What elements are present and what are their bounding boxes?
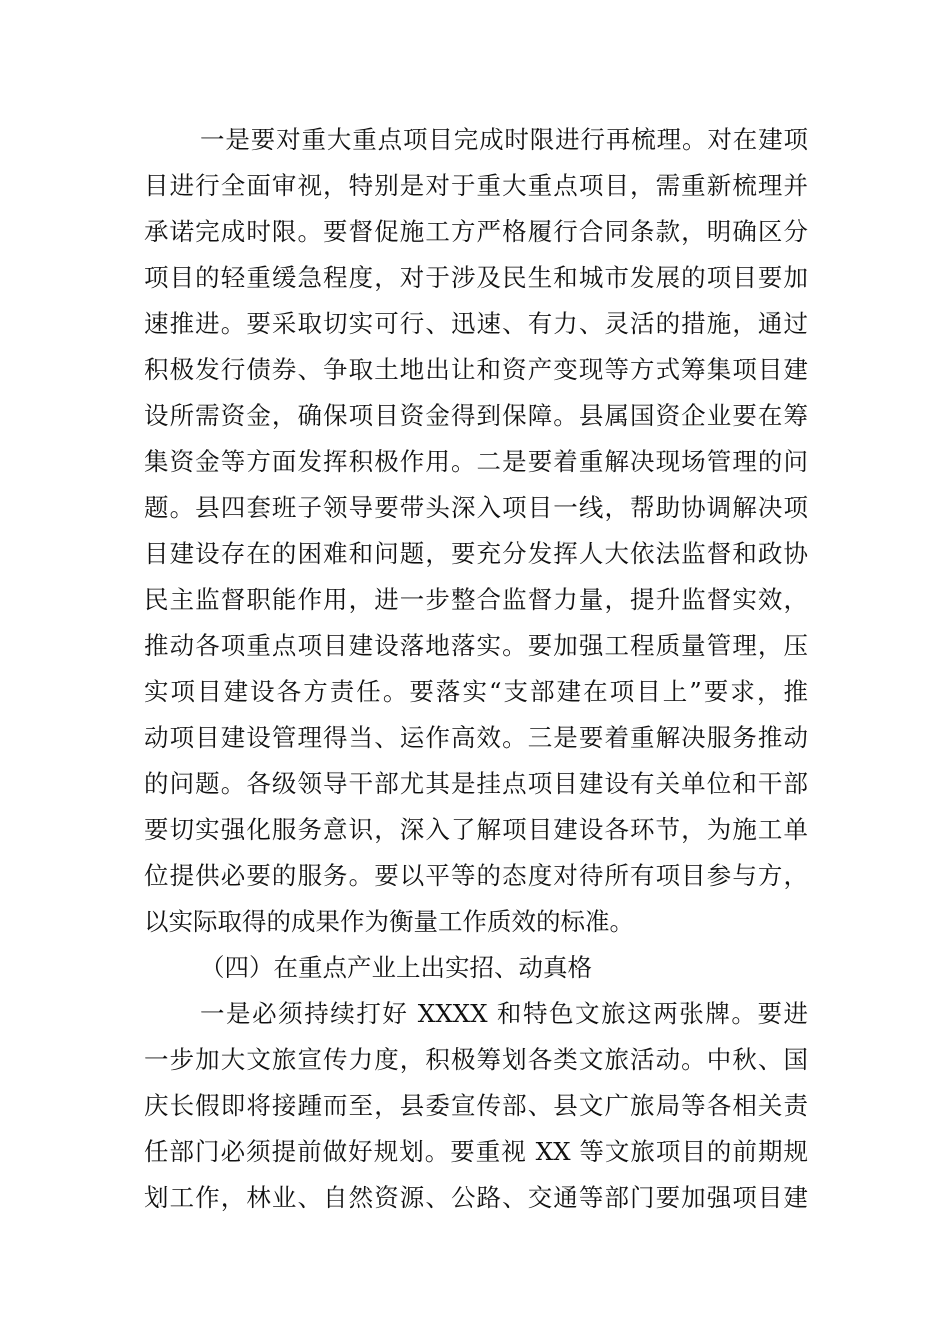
paragraph-line: 设所需资金，确保项目资金得到保障。县属国资企业要在筹 xyxy=(144,401,808,430)
paragraph-line: 一是必须持续打好 XXXX 和特色文旅这两张牌。要进 xyxy=(200,999,808,1028)
body-text xyxy=(144,117,808,1221)
paragraph-line: 目建设存在的困难和问题，要充分发挥人大依法监督和政协 xyxy=(144,539,808,568)
paragraph-line: 的问题。各级领导干部尤其是挂点项目建设有关单位和干部 xyxy=(144,769,808,798)
section-heading: （四）在重点产业上出实招、动真格 xyxy=(200,953,592,982)
paragraph-line: 题。县四套班子领导要带头深入项目一线，帮助协调解决项 xyxy=(144,493,808,522)
paragraph-line: 推动各项重点项目建设落地落实。要加强工程质量管理，压 xyxy=(144,631,808,660)
paragraph-line: 一步加大文旅宣传力度，积极筹划各类文旅活动。中秋、国 xyxy=(144,1045,808,1074)
paragraph-line: 任部门必须提前做好规划。要重视 XX 等文旅项目的前期规 xyxy=(144,1137,808,1166)
paragraph-line: 民主监督职能作用，进一步整合监督力量，提升监督实效， xyxy=(144,585,808,614)
paragraph-line: 项目的轻重缓急程度，对于涉及民生和城市发展的项目要加 xyxy=(144,263,808,292)
paragraph-line: 积极发行债券、争取土地出让和资产变现等方式筹集项目建 xyxy=(144,355,808,384)
paragraph-line: 划工作，林业、自然资源、公路、交通等部门要加强项目建 xyxy=(144,1183,808,1212)
paragraph-line: 庆长假即将接踵而至，县委宣传部、县文广旅局等各相关责 xyxy=(144,1091,808,1120)
paragraph-line: 实项目建设各方责任。要落实“支部建在项目上”要求，推 xyxy=(144,677,808,706)
paragraph-line: 承诺完成时限。要督促施工方严格履行合同条款，明确区分 xyxy=(144,217,808,246)
paragraph-line: 目进行全面审视，特别是对于重大重点项目，需重新梳理并 xyxy=(144,171,808,200)
paragraph-line: 一是要对重大重点项目完成时限进行再梳理。对在建项 xyxy=(200,125,808,154)
paragraph-line: 要切实强化服务意识，深入了解项目建设各环节，为施工单 xyxy=(144,815,808,844)
paragraph-line: 位提供必要的服务。要以平等的态度对待所有项目参与方， xyxy=(144,861,808,890)
paragraph-line: 以实际取得的成果作为衡量工作质效的标准。 xyxy=(144,907,634,936)
paragraph-line: 集资金等方面发挥积极作用。二是要着重解决现场管理的问 xyxy=(144,447,808,476)
paragraph-line: 速推进。要采取切实可行、迅速、有力、灵活的措施，通过 xyxy=(144,309,808,338)
paragraph-line: 动项目建设管理得当、运作高效。三是要着重解决服务推动 xyxy=(144,723,808,752)
